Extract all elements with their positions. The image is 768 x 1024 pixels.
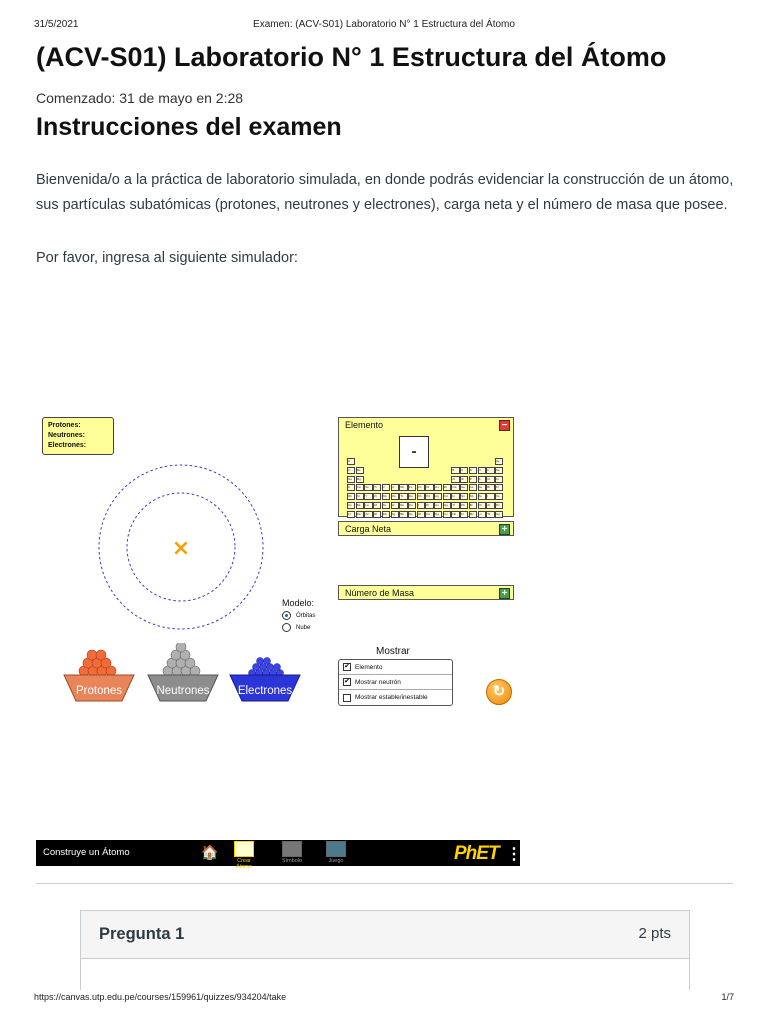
element-cell[interactable]: V (382, 484, 390, 491)
protons-bucket-label: Protones (75, 685, 123, 697)
element-cell[interactable]: Te (478, 493, 486, 500)
element-cell[interactable]: Ru (408, 493, 416, 500)
electrons-bucket-label: Electrones (237, 685, 293, 697)
element-cell[interactable]: Fr (347, 511, 355, 518)
show-stable-option[interactable] (339, 690, 452, 705)
print-header (34, 19, 734, 33)
element-cell[interactable]: Pt (425, 502, 433, 509)
proton-pile (79, 650, 116, 676)
screen-symbol-button[interactable] (278, 841, 306, 865)
element-cell[interactable]: Mo (391, 493, 399, 500)
element-panel-title: Elemento (345, 420, 384, 430)
element-cell[interactable]: Ca (356, 484, 364, 491)
element-cell[interactable]: Zr (373, 493, 381, 500)
phet-simulator[interactable] (36, 405, 520, 835)
symbol-thumb-icon (282, 841, 302, 857)
element-cell[interactable]: Cs (347, 502, 355, 509)
element-cell[interactable]: Lv (478, 511, 486, 518)
element-cell[interactable]: F (486, 467, 494, 474)
element-cell[interactable]: W (391, 502, 399, 509)
element-cell[interactable]: Ac (364, 511, 372, 518)
quiz-title: (ACV-S01) Laboratorio N° 1 Estructura del Átomo (36, 42, 667, 72)
element-cell[interactable]: H (347, 458, 355, 465)
question-title: Pregunta 1 (99, 925, 185, 943)
element-cell[interactable]: Si (460, 476, 468, 483)
element-cell[interactable]: Mc (469, 511, 477, 518)
element-cell[interactable]: Rf (373, 511, 381, 518)
phet-logo[interactable]: PhET (454, 843, 499, 864)
element-cell[interactable]: Ir (417, 502, 425, 509)
element-cell[interactable]: Ne (495, 467, 503, 474)
sim-name: Construye un Átomo (43, 847, 130, 858)
element-cell[interactable]: Al (451, 476, 459, 483)
show-neutron-label: Mostrar neutrón (355, 678, 401, 686)
element-cell[interactable]: Cl (486, 476, 494, 483)
element-cell[interactable]: Pb (460, 502, 468, 509)
neutrons-bucket-label: Neutrones (156, 685, 210, 697)
element-panel (338, 417, 514, 517)
element-cell[interactable]: Hg (443, 502, 451, 509)
element-cell[interactable]: Mt (417, 511, 425, 518)
element-cell[interactable]: Sb (469, 493, 477, 500)
element-cell[interactable]: Ar (495, 476, 503, 483)
element-cell[interactable]: Sr (356, 493, 364, 500)
periodic-table (347, 458, 505, 524)
element-cell[interactable]: Se (478, 484, 486, 491)
print-title: Examen: (ACV-S01) Laboratorio N° 1 Estructura del Átomo (253, 19, 515, 30)
electron-pile (249, 658, 284, 677)
orbits-label: Órbitas (296, 612, 316, 619)
protons-count-label: Protones: (48, 422, 81, 429)
element-cell[interactable]: Sc (364, 484, 372, 491)
menu-icon[interactable]: ⋮ (506, 846, 522, 863)
simulator-prompt: Por favor, ingresa al siguiente simulador: (36, 250, 298, 266)
element-cell[interactable]: Rn (495, 502, 503, 509)
element-cell[interactable]: Cd (443, 493, 451, 500)
mass-number-title: Número de Masa (345, 588, 415, 598)
element-symbol-box: - (399, 436, 429, 468)
model-selector (282, 598, 315, 632)
neutron-pile (163, 643, 200, 676)
show-neutron-option[interactable] (339, 675, 452, 690)
print-page-number: 1/7 (721, 992, 734, 1002)
element-cell[interactable]: Rb (347, 493, 355, 500)
expand-mass-number-button[interactable]: + (499, 588, 510, 599)
element-cell[interactable]: Re (399, 502, 407, 509)
print-url: https://canvas.utp.edu.pe/courses/159961/quizzes/934204/take (34, 992, 287, 1002)
element-cell[interactable]: Hs (408, 511, 416, 518)
element-cell[interactable]: O (478, 467, 486, 474)
net-charge-title: Carga Neta (345, 524, 392, 534)
element-cell[interactable]: Cu (434, 484, 442, 491)
divider (36, 883, 733, 884)
element-cell[interactable]: Ti (373, 484, 381, 491)
element-cell[interactable]: N (469, 467, 477, 474)
expand-net-charge-button[interactable]: + (499, 524, 510, 535)
element-cell[interactable]: Rg (434, 511, 442, 518)
element-cell[interactable]: Og (495, 511, 503, 518)
neutrons-count-label: Neutrones: (48, 432, 85, 439)
model-option-orbits[interactable] (282, 611, 315, 620)
build-atom-thumb-icon (234, 841, 254, 857)
element-cell[interactable]: Ts (486, 511, 494, 518)
orbits-radio[interactable] (282, 611, 291, 620)
element-cell[interactable]: Ga (451, 484, 459, 491)
element-cell[interactable]: Pd (425, 493, 433, 500)
cloud-label: Nube (296, 624, 311, 631)
show-element-label: Elemento (355, 663, 383, 671)
element-cell[interactable]: Fl (460, 511, 468, 518)
element-cell[interactable]: Po (478, 502, 486, 509)
element-cell[interactable]: Ta (382, 502, 390, 509)
cloud-radio[interactable] (282, 623, 291, 632)
element-cell[interactable]: Rh (417, 493, 425, 500)
element-cell[interactable]: Os (408, 502, 416, 509)
screen-symbol-label: Símbolo (281, 858, 303, 864)
protons-bucket[interactable] (62, 643, 136, 711)
nucleus-center-mark: × (171, 536, 191, 561)
instructions-heading: Instrucciones del examen (36, 113, 342, 141)
element-cell[interactable]: Ni (425, 484, 433, 491)
element-cell[interactable]: I (486, 493, 494, 500)
instructions-paragraph: Bienvenida/o a la práctica de laboratorio simulada, en donde podrás evidenciar la construcción de un átomo, sus partículas subatómicas (protones, neutrones y electrones), carga neta y el número de masa que posee. (36, 172, 734, 213)
element-cell[interactable]: Sg (391, 511, 399, 518)
atom-orbits (96, 445, 268, 635)
screen-build-atom-label: Crear Átomo (236, 858, 252, 870)
element-cell[interactable]: La (364, 502, 372, 509)
show-stable-label: Mostrar estable/inestable (355, 694, 428, 701)
element-cell[interactable]: Ba (356, 502, 364, 509)
home-icon[interactable]: 🏠 (201, 844, 219, 860)
screen-build-atom-button[interactable] (230, 841, 258, 870)
element-cell[interactable]: Tl (451, 502, 459, 509)
model-option-cloud[interactable] (282, 623, 315, 632)
element-cell[interactable]: Hf (373, 502, 381, 509)
element-cell[interactable]: Y (364, 493, 372, 500)
show-element-checkbox[interactable]: ✔ (344, 663, 350, 670)
mass-number-panel (338, 585, 514, 600)
element-cell[interactable]: Kr (495, 484, 503, 491)
show-title: Mostrar (376, 646, 410, 657)
screen-game-button[interactable] (322, 841, 350, 865)
print-date: 31/5/2021 (34, 19, 79, 30)
element-cell[interactable]: He (495, 458, 503, 465)
element-cell[interactable]: Nb (382, 493, 390, 500)
element-cell[interactable]: Br (486, 484, 494, 491)
element-cell[interactable]: B (451, 467, 459, 474)
element-cell[interactable]: K (347, 484, 355, 491)
element-cell[interactable]: C (460, 467, 468, 474)
element-cell[interactable]: Ag (434, 493, 442, 500)
electrons-count-label: Electrones: (48, 442, 87, 449)
element-cell[interactable]: Bh (399, 511, 407, 518)
electrons-bucket[interactable] (228, 643, 302, 711)
element-cell[interactable]: Ra (356, 511, 364, 518)
show-element-option[interactable] (339, 660, 452, 675)
show-stable-checkbox[interactable] (343, 694, 351, 702)
element-cell[interactable]: Zn (443, 484, 451, 491)
element-cell[interactable]: Li (347, 467, 355, 474)
show-neutron-checkbox[interactable]: ✔ (344, 678, 350, 685)
reset-icon[interactable]: ↻ (486, 679, 512, 705)
neutrons-bucket[interactable] (146, 643, 220, 711)
element-cell[interactable]: Mg (356, 476, 364, 483)
screen-game-label: Juego (328, 858, 344, 864)
element-cell[interactable]: Db (382, 511, 390, 518)
element-cell[interactable]: Xe (495, 493, 503, 500)
element-cell[interactable]: Cn (443, 511, 451, 518)
show-options (338, 659, 453, 706)
element-cell[interactable]: Tc (399, 493, 407, 500)
question-card (80, 910, 690, 990)
element-cell[interactable]: Ge (460, 484, 468, 491)
element-cell[interactable]: Sn (460, 493, 468, 500)
element-cell[interactable]: Be (356, 467, 364, 474)
element-cell[interactable]: P (469, 476, 477, 483)
element-cell[interactable]: In (451, 493, 459, 500)
element-cell[interactable]: Co (417, 484, 425, 491)
element-cell[interactable]: Fe (408, 484, 416, 491)
game-thumb-icon (326, 841, 346, 857)
element-cell[interactable]: S (478, 476, 486, 483)
element-cell[interactable]: Cr (391, 484, 399, 491)
element-cell[interactable]: Au (434, 502, 442, 509)
element-cell[interactable]: Bi (469, 502, 477, 509)
question-header (81, 911, 689, 959)
model-label: Modelo: (282, 598, 315, 608)
element-cell[interactable]: Nh (451, 511, 459, 518)
phet-navbar (36, 840, 522, 870)
element-cell[interactable]: Ds (425, 511, 433, 518)
element-cell[interactable]: Na (347, 476, 355, 483)
element-cell[interactable]: As (469, 484, 477, 491)
element-cell[interactable]: At (486, 502, 494, 509)
net-charge-panel (338, 521, 514, 536)
started-timestamp: Comenzado: 31 de mayo en 2:28 (36, 90, 244, 106)
question-points: 2 pts (638, 925, 671, 942)
collapse-element-button[interactable]: − (499, 420, 510, 431)
element-cell[interactable]: Mn (399, 484, 407, 491)
